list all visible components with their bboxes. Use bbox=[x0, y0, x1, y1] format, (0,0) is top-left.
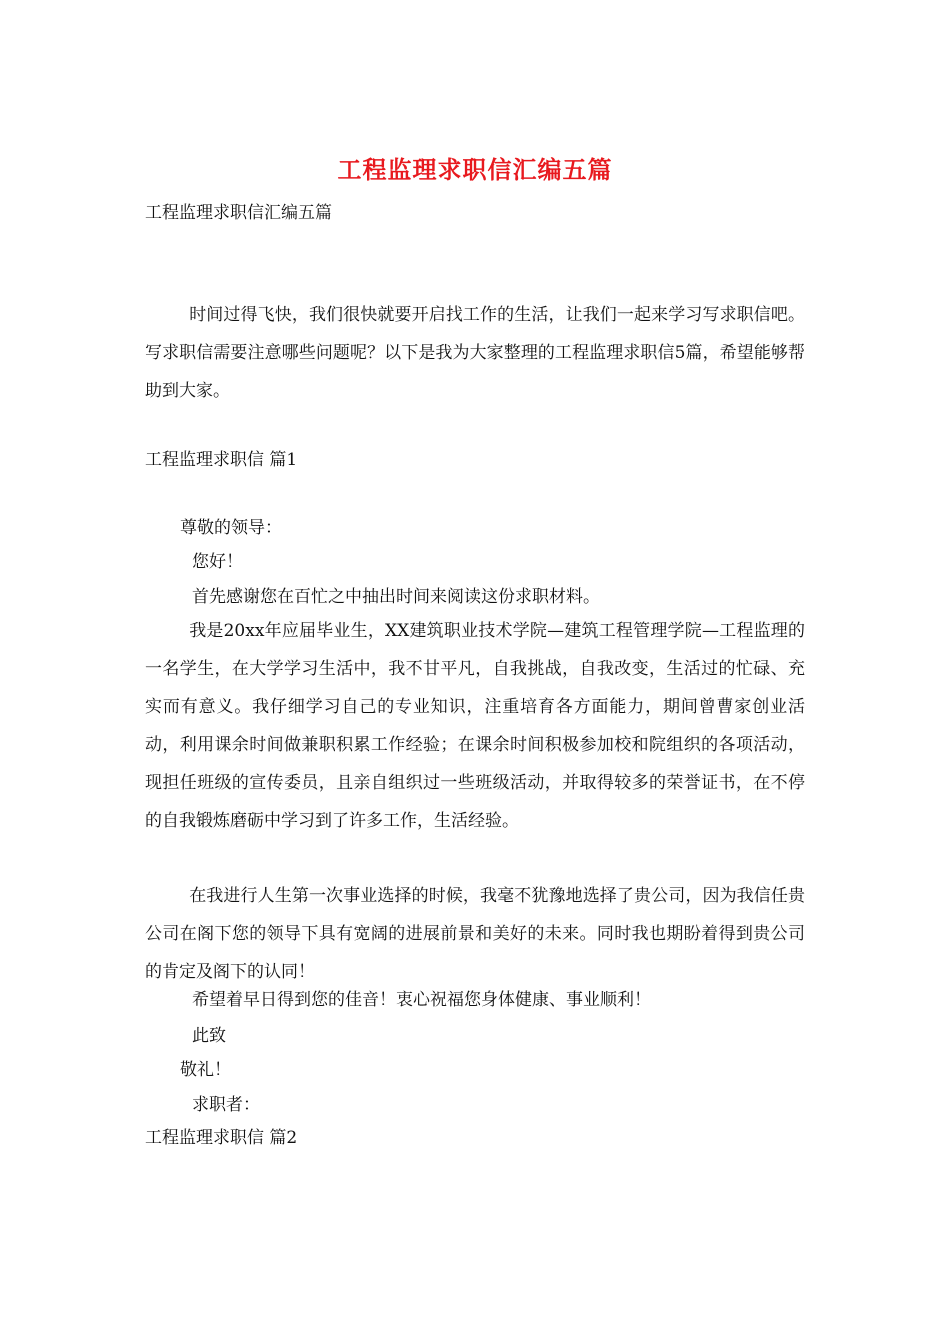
greeting: 您好！ bbox=[192, 552, 243, 572]
section-heading-1: 工程监理求职信 篇1 bbox=[145, 450, 298, 470]
body-paragraph-1: 我是20xx年应届毕业生，XX建筑职业技术学院—建筑工程管理学院—工程监理的一名学生，在大学学习生活中，我不甘平凡，自我挑战，自我改变，生活过的忙碌、充实而有意义。我仔细学习自己的专业知识，注重培育各方面能力，期间曾曹家创业活动，利用课余时间做兼职积累工作经验；在课余时间积极参加校和院组织的各项活动，现担任班级的宣传委员，且亲自组织过一些班级活动，并取得较多的荣誉证书，在不停的自我锻炼磨砺中学习到了许多工作，生活经验。 bbox=[145, 621, 805, 831]
body-paragraph-2: 在我进行人生第一次事业选择的时候，我毫不犹豫地选择了贵公司，因为我信任贵公司在阁下您的领导下具有宽阔的进展前景和美好的未来。同时我也期盼着得到贵公司的肯定及阁下的认同！ bbox=[145, 886, 805, 982]
hope-line: 希望着早日得到您的佳音！衷心祝福您身体健康、事业顺利！ bbox=[192, 990, 651, 1010]
document-title: 工程监理求职信汇编五篇 bbox=[337, 155, 613, 184]
section-heading-2: 工程监理求职信 篇2 bbox=[145, 1128, 298, 1148]
closing-line-2: 敬礼！ bbox=[180, 1060, 231, 1080]
document-subtitle: 工程监理求职信汇编五篇 bbox=[145, 203, 332, 223]
salutation: 尊敬的领导： bbox=[180, 518, 282, 538]
signature-line: 求职者： bbox=[192, 1095, 260, 1115]
intro-paragraph: 时间过得飞快，我们很快就要开启找工作的生活，让我们一起来学习写求职信吧。写求职信需要注意哪些问题呢？以下是我为大家整理的工程监理求职信5篇，希望能够帮助到大家。 bbox=[145, 305, 805, 401]
closing-line-1: 此致 bbox=[192, 1026, 226, 1046]
thanks-line: 首先感谢您在百忙之中抽出时间来阅读这份求职材料。 bbox=[192, 587, 600, 607]
